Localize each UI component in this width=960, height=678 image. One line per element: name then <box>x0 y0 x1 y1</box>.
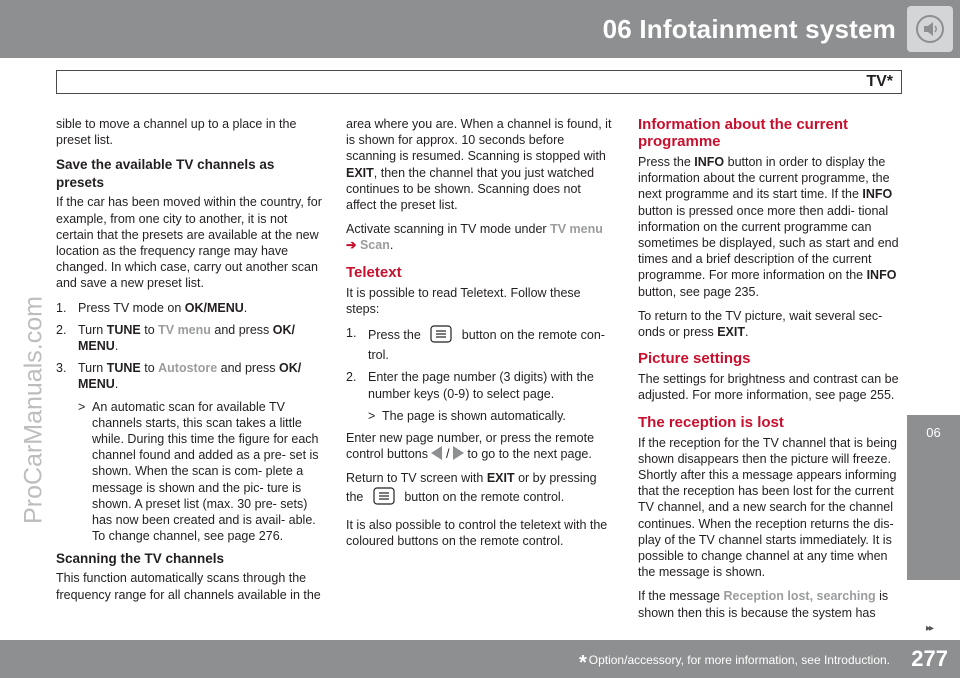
text: Enter new page number, or press the remote control buttons <box>346 431 595 462</box>
step-text: to <box>140 361 159 376</box>
control-name: OK/ MENU <box>78 322 295 354</box>
control-name: INFO <box>862 187 893 202</box>
step-text: to <box>140 322 159 337</box>
chapter-icon-box <box>907 6 953 52</box>
paragraph: If the car has been moved within the country, for example, from one city to another, it is not certain that the presets are available at the new location as the frequency range may have changed. In which case, carry out another scan and save a new preset list. <box>56 195 322 291</box>
step-text: . <box>114 377 119 392</box>
step-2 <box>56 322 322 354</box>
step-1 <box>346 325 614 363</box>
chapter-side-tab <box>907 415 960 580</box>
speaker-icon <box>915 14 945 44</box>
step-1 <box>56 300 322 316</box>
control-name: TUNE <box>106 322 141 337</box>
text: button on the remote control. <box>404 489 565 504</box>
control-name: EXIT <box>717 325 746 340</box>
step-3 <box>56 360 322 392</box>
text: If the message <box>638 589 724 604</box>
text: to go to the next page. <box>467 447 592 462</box>
menu-name: Autostore <box>158 361 218 376</box>
chapter-side-tab-label: 06 <box>926 425 941 440</box>
text: , then the channel that you just watched continues to be shown. Scanning does not affect the preset list. <box>346 165 595 213</box>
text: button is pressed once more then addi- tional information on the current programme can sometimes be displayed, such as start and end times and a brief description of the current programme. For more information on the <box>638 203 899 283</box>
menu-name: TV menu <box>158 322 211 337</box>
step-result <box>56 399 322 545</box>
step-text: Press the <box>368 328 421 343</box>
column-2 <box>346 116 614 557</box>
footer-bar <box>0 640 960 678</box>
step-number: 1. <box>56 300 67 315</box>
step-number: 2. <box>346 370 357 385</box>
step-text: Turn <box>78 322 107 337</box>
control-name: TUNE <box>106 361 141 376</box>
paragraph <box>346 470 614 508</box>
text: Return to TV screen with <box>346 471 487 486</box>
control-name: OK/MENU <box>184 300 244 315</box>
paragraph <box>638 154 904 300</box>
result-text: The page is shown automatically. <box>382 408 566 423</box>
step-text: and press <box>217 361 279 376</box>
header-bar <box>0 0 960 58</box>
text: is shown then this is because the system has <box>638 589 889 620</box>
paragraph: The settings for brightness and contrast can be adjusted. For more information, see page 255. <box>638 372 899 403</box>
control-name: OK/ MENU <box>78 361 302 392</box>
arrow-left-icon <box>431 446 442 460</box>
paragraph <box>346 430 614 462</box>
page-number: 277 <box>911 646 948 671</box>
watermark-text: ProCarManuals.com <box>19 296 48 524</box>
paragraph <box>346 116 614 213</box>
result-marker: > <box>368 408 376 423</box>
paragraph: It is possible to read Teletext. Follow these steps: <box>346 285 581 316</box>
paragraph <box>638 308 904 340</box>
footer-note-text: Option/accessory, for more information, see Introduction. <box>588 653 890 667</box>
heading-reception-lost: The reception is lost <box>638 413 784 431</box>
text: area where you are. When a channel is found, it is shown for approx. 10 seconds before scanning is resumed. Scanning is stopped with <box>346 117 612 164</box>
paragraph <box>638 588 904 620</box>
step-text: and press <box>210 322 273 337</box>
paragraph: sible to move a channel up to a place in the preset list. <box>56 117 297 148</box>
arrow-right-icon <box>453 446 464 460</box>
heading-teletext: Teletext <box>346 263 402 281</box>
chapter-title: 06 Infotainment system <box>602 14 896 44</box>
text: Press the <box>638 155 695 169</box>
result-text: An automatic scan for available TV channels starts, this scan takes a little while. During this time the figure for each channel found and added as a pre- set is shown. When the scan is com- plete a message is shown and the pic- ture is shown. A preset list (max. 30 pre- sets) has now been created and is avail- able. To change channel, see page 276. <box>92 399 319 544</box>
step-text: Press TV mode on <box>78 300 185 315</box>
text: button in order to display the information about the current programme, the next programme and its start time. If the <box>638 155 890 202</box>
text: button, see page 235. <box>638 284 759 299</box>
step-text: . <box>114 339 119 354</box>
text: / <box>445 447 450 462</box>
teletext-button-icon <box>373 487 395 509</box>
menu-name: TV menu <box>550 222 603 237</box>
step-2 <box>346 369 614 401</box>
asterisk: * <box>578 652 587 674</box>
heading-picture-settings: Picture settings <box>638 350 751 368</box>
heading-scanning: Scanning the TV channels <box>56 551 225 567</box>
paragraph: It is also possible to control the teletext with the coloured buttons on the remote control. <box>346 517 608 549</box>
menu-name: Scan <box>359 238 390 253</box>
control-name: INFO <box>866 268 897 283</box>
step-number: 2. <box>56 322 67 337</box>
step-text: Enter the page number (3 digits) with the number keys (0-9) to select page. <box>368 370 594 401</box>
heading-programme-info: Information about the current programme <box>638 116 848 150</box>
step-number: 3. <box>56 361 67 376</box>
text: . <box>745 325 749 340</box>
text: To return to the TV picture, wait several sec- onds or press <box>638 308 883 340</box>
section-title: TV* <box>866 73 893 90</box>
control-name: EXIT <box>486 471 515 486</box>
paragraph <box>346 221 614 253</box>
next-page-icon: ▸▸ <box>926 623 933 634</box>
watermark <box>14 180 54 640</box>
text: or by pressing the <box>346 471 597 504</box>
step-result <box>346 408 614 424</box>
control-name: INFO <box>694 155 725 169</box>
teletext-button-icon <box>430 325 452 347</box>
result-marker: > <box>78 399 86 414</box>
menu-arrow-icon: ➔ <box>346 238 357 253</box>
section-title-box <box>56 70 902 94</box>
column-1 <box>56 116 322 611</box>
paragraph: This function automatically scans through the frequency range for all channels available in the <box>56 571 321 602</box>
message-name: Reception lost, searching <box>723 589 876 604</box>
step-text: Turn <box>78 361 107 376</box>
column-3 <box>638 116 904 629</box>
footer-note <box>579 652 890 675</box>
step-number: 1. <box>346 326 357 341</box>
text: . <box>389 238 394 253</box>
control-name: EXIT <box>346 165 374 180</box>
step-text: . <box>243 300 248 315</box>
paragraph: If the reception for the TV channel that is being shown disappears then the picture will freeze. Shortly after this a message appears informing that the reception has been lost for the current TV channel, and a new search for the channel continues. When the reception returns the dis- play of the TV channel starts immediately. It is possible to change channel at any time when the message is shown. <box>638 435 897 580</box>
step-text: button on the remote con- trol. <box>368 328 605 363</box>
heading-save-presets: Save the available TV channels as presets <box>56 157 275 191</box>
text: Activate scanning in TV mode under <box>346 222 551 237</box>
